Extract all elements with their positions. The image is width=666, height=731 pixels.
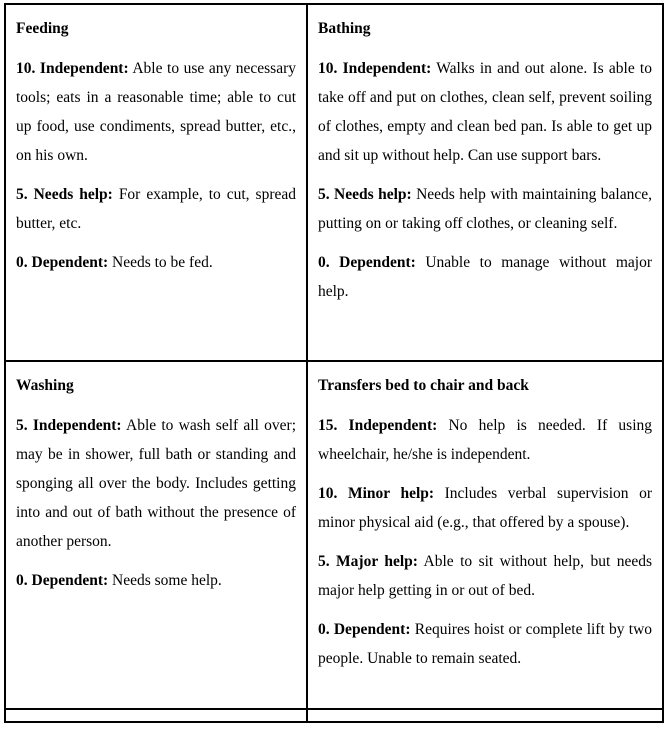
- score-item: [16, 180, 296, 238]
- score-text: Needs some help.: [112, 572, 222, 589]
- empty-row: [5, 709, 663, 722]
- score-label: 10. Independent:: [16, 60, 129, 77]
- score-text: No help is needed. If using wheelchair, he/she is independent.: [318, 417, 653, 463]
- score-text: Includes verbal supervision or minor physical aid (e.g., that offered by a spouse).: [318, 485, 653, 531]
- score-item: [318, 615, 652, 673]
- empty-cell: [5, 709, 307, 722]
- score-label: 5. Needs help:: [318, 186, 412, 203]
- cell-bathing: [307, 4, 663, 361]
- score-text: Able to sit without help, but needs major help getting in or out of bed.: [318, 553, 652, 599]
- score-item: [318, 411, 652, 469]
- score-label: 10. Independent:: [318, 60, 432, 77]
- adl-scale-table: [4, 3, 664, 723]
- empty-cell: [307, 709, 663, 722]
- score-item: [16, 54, 296, 170]
- score-text: Able to wash self all over; may be in shower, full bath or standing and sponging all over the body. Includes getting into and out of bath without the presence of another person.: [16, 417, 296, 550]
- cell-title: Bathing: [318, 20, 371, 37]
- score-item: [318, 180, 652, 238]
- score-label: 0. Dependent:: [16, 254, 109, 271]
- score-text: Able to use any necessary tools; eats in a reasonable time; able to cut up food, use condiments, spread butter, etc., on his own.: [16, 60, 296, 164]
- score-label: 5. Major help:: [318, 553, 418, 570]
- score-item: [318, 479, 652, 537]
- table-row: [5, 361, 663, 709]
- score-label: 15. Independent:: [318, 417, 438, 434]
- score-label: 0. Dependent:: [318, 254, 416, 271]
- table-row: [5, 4, 663, 361]
- cell-title: Transfers bed to chair and back: [318, 377, 529, 394]
- score-label: 5. Needs help:: [16, 186, 113, 203]
- cell-transfers: [307, 361, 663, 709]
- score-text: Walks in and out alone. Is able to take off and put on clothes, clean self, prevent soiling of clothes, empty and clean bed pan. Is able to get up and sit up without help. Can use support bars.: [318, 60, 652, 164]
- cell-washing: [5, 361, 307, 709]
- score-label: 0. Dependent:: [318, 621, 411, 638]
- cell-title: Washing: [16, 377, 74, 394]
- score-text: Requires hoist or complete lift by two people. Unable to remain seated.: [318, 621, 653, 667]
- score-item: [318, 547, 652, 605]
- score-item: [318, 54, 652, 170]
- score-label: 10. Minor help:: [318, 485, 435, 502]
- score-text: Unable to manage without major help.: [318, 254, 653, 300]
- cell-title: Feeding: [16, 20, 69, 37]
- score-item: [16, 566, 296, 595]
- score-label: 0. Dependent:: [16, 572, 109, 589]
- score-item: [16, 411, 296, 556]
- score-text: Needs to be fed.: [112, 254, 213, 271]
- score-text: Needs help with maintaining balance, putting on or taking off clothes, or cleaning self.: [318, 186, 652, 232]
- score-item: [16, 248, 296, 277]
- cell-feeding: [5, 4, 307, 361]
- score-text: For example, to cut, spread butter, etc.: [16, 186, 297, 232]
- score-item: [318, 248, 652, 306]
- score-label: 5. Independent:: [16, 417, 122, 434]
